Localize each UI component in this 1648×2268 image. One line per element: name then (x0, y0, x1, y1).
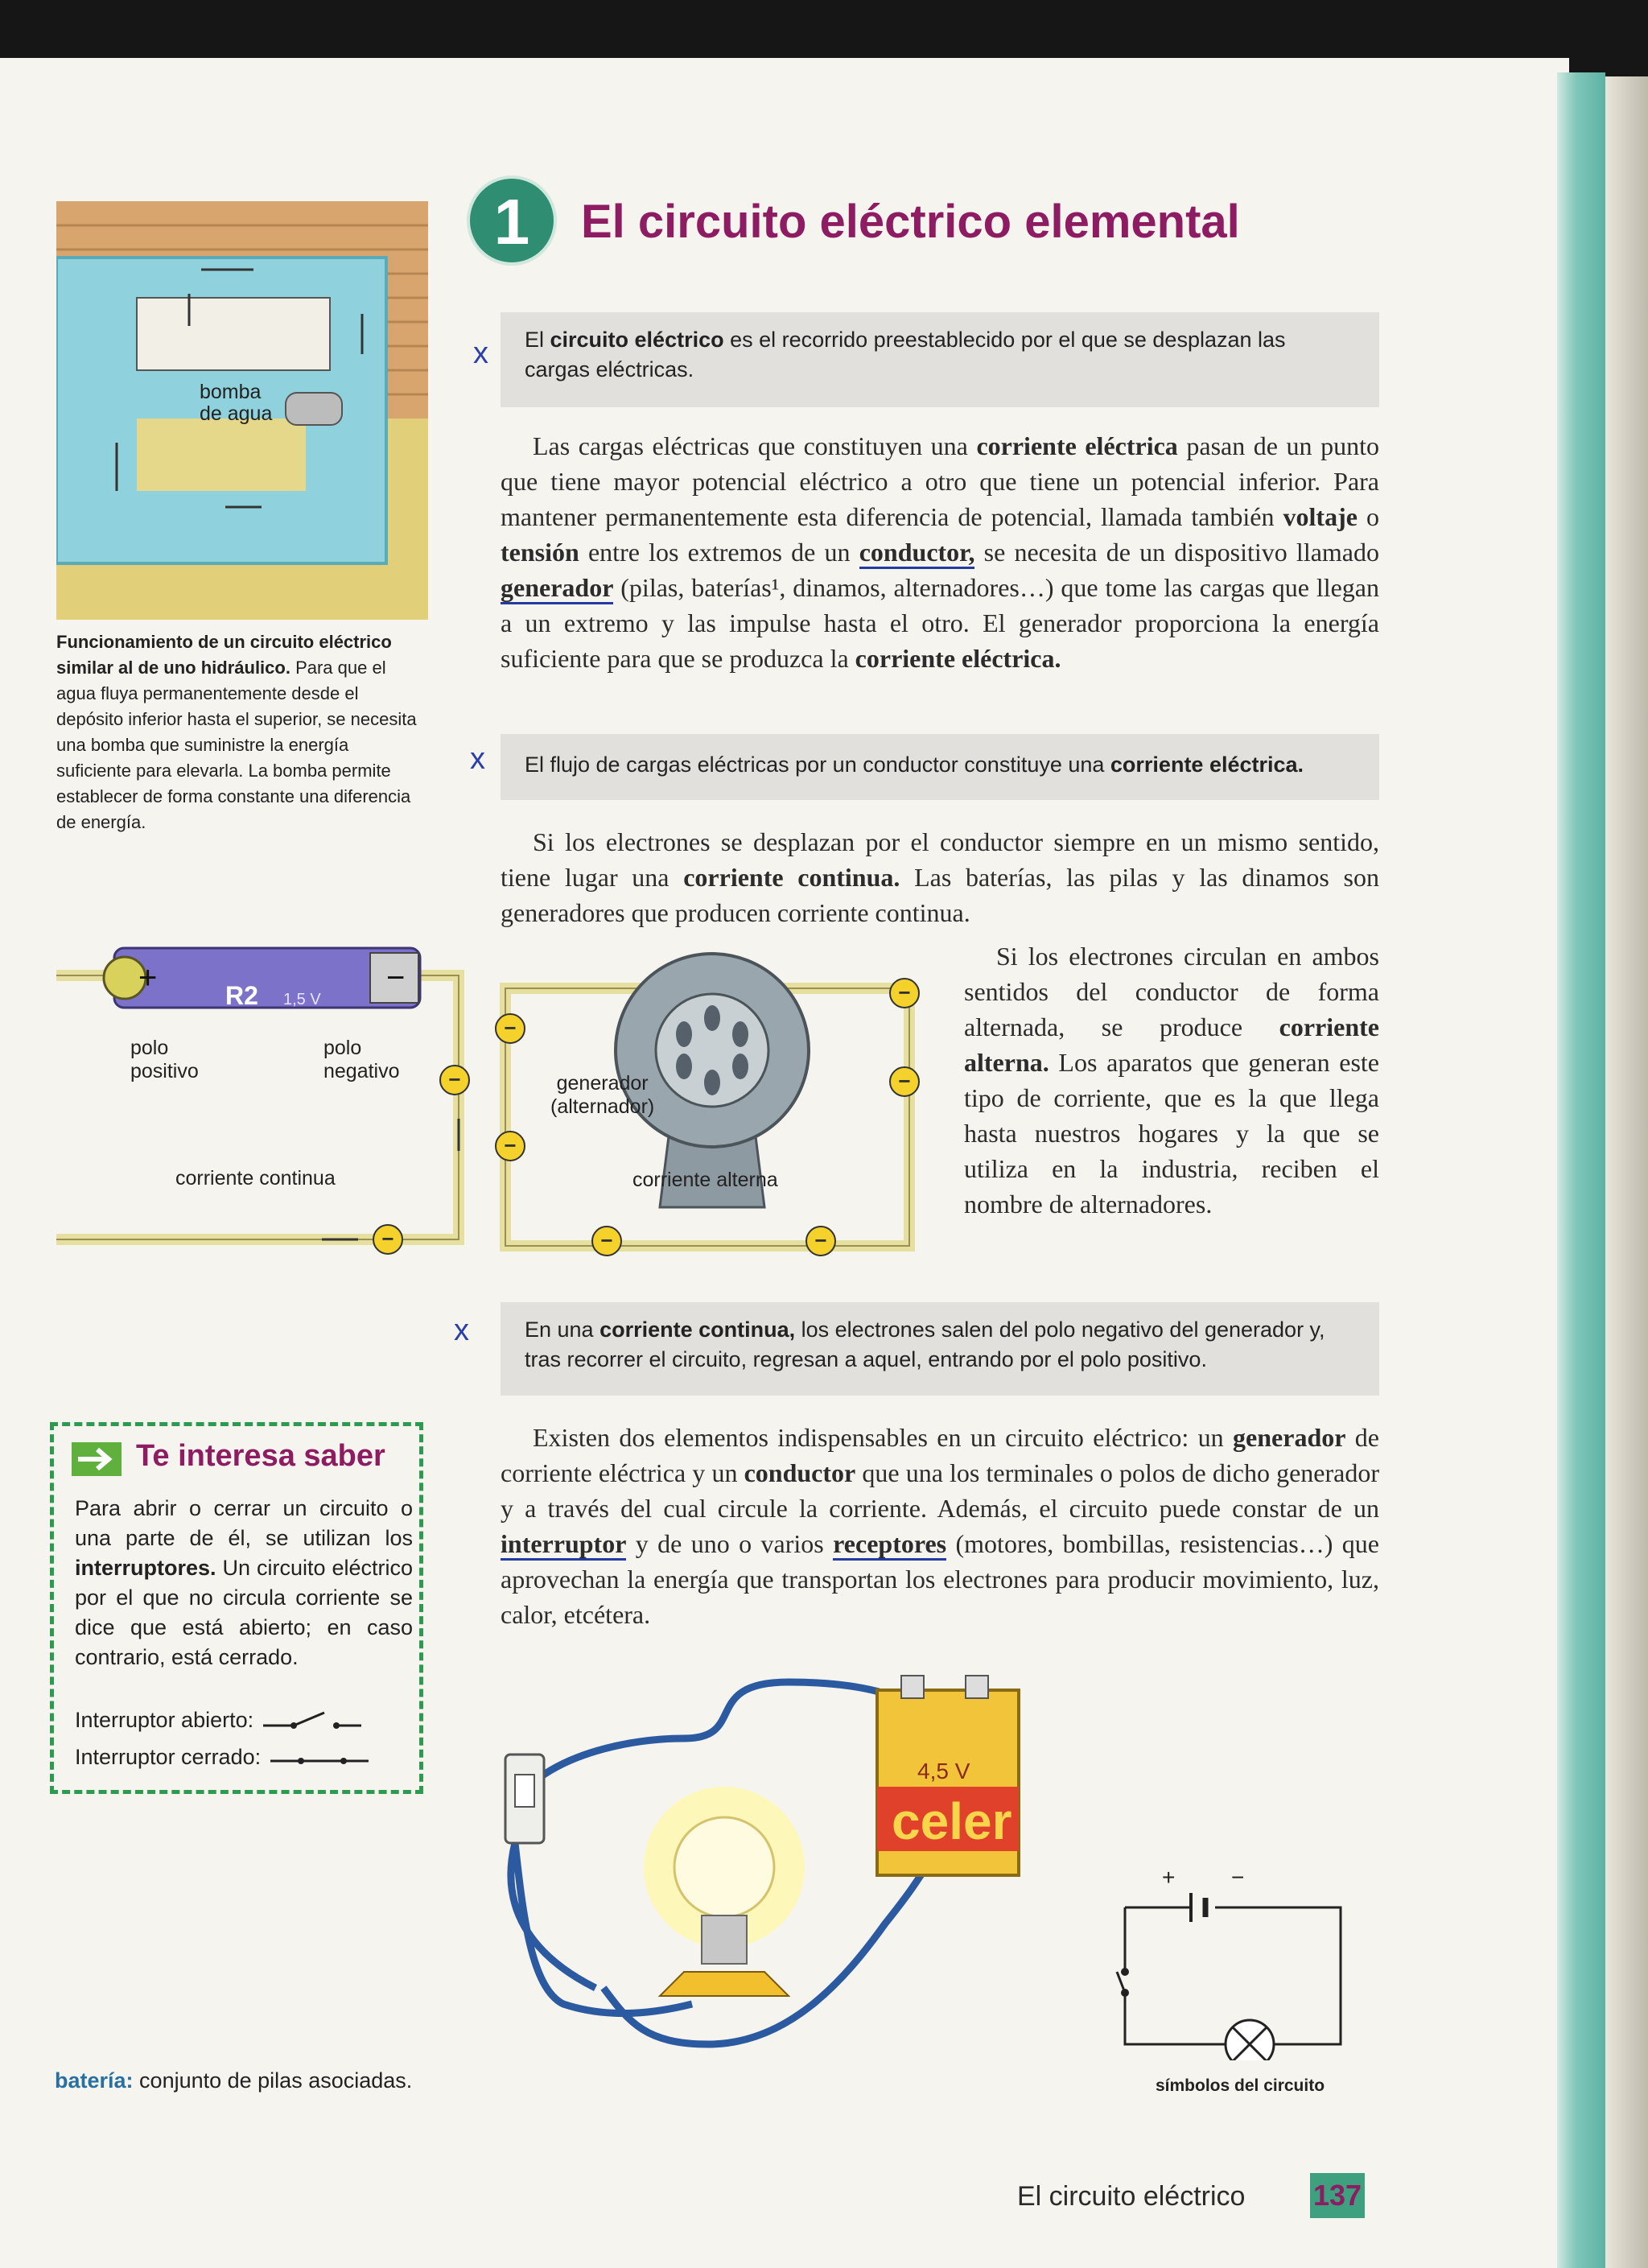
def-term: circuito eléctrico (550, 328, 724, 352)
interest-box-text: Para abrir o cerrar un circuito o una parte de él, se utilizan los interruptores. Un circuito eléctrico por el que no circula corriente se dice que está abierto; en caso contrario, está cerrado. (75, 1496, 413, 1669)
hydraulic-caption: Funcionamiento de un circuito eléctrico similar al de uno hidráulico. Para que el agua fluya permanentemente desde el depósito inferior hasta el superior, se necesita una bomba que suministre la energía suficiente para elevarla. La bomba permite establecer de forma constante una diferencia de energía. (56, 632, 417, 832)
pump-label: de agua (200, 402, 273, 425)
light-bulb-icon (674, 1817, 774, 1917)
electron-sign: − (504, 1016, 517, 1040)
interest-box (50, 1422, 423, 1794)
arrow-right-icon (72, 1442, 122, 1476)
battery-plus: + (138, 960, 158, 996)
open-switch-symbol-icon (260, 1709, 365, 1734)
page-number: 137 (1310, 2173, 1365, 2218)
handwritten-x-mark: x (454, 1313, 469, 1347)
electron-sign: − (600, 1228, 613, 1252)
closed-switch-row (75, 1745, 372, 1771)
handwritten-x-mark: x (473, 336, 488, 370)
ac-caption: corriente alterna (632, 1169, 778, 1191)
section-number: 1 (493, 186, 530, 258)
closed-switch-symbol-icon (267, 1746, 372, 1771)
symbol-minus: − (1231, 1865, 1245, 1890)
battery-brand: celer (892, 1792, 1012, 1850)
electron-sign: − (448, 1067, 461, 1091)
definition-box-dc-direction: En una corriente continua, los electrones salen del polo negativo del generador y, tras recorrer el circuito, regresan a aquel, entrando por el polo positivo. (501, 1302, 1379, 1396)
hydraulic-circuit-illustration (56, 201, 428, 620)
dc-circuit-diagram (40, 942, 475, 1264)
alternator-label: generador (alternador) (550, 1072, 655, 1118)
simple-circuit-illustration (499, 1666, 1159, 2109)
electron-sign: − (504, 1133, 517, 1157)
electron-sign: − (898, 980, 911, 1004)
paragraph-potential: Las cargas eléctricas que constituyen una corriente eléctrica pasan de un punto que tiene mayor potencial eléctrico a otro que tiene un potencial inferior. Para mantener permanentemente esta diferencia de potencial, llamada también voltaje o tensión entre los extremos de un conductor, se necesita de un dispositivo llamado generador (pilas, baterías¹, dinamos, alternadores…) que tome las cargas que llegan a un extremo y las impulse hasta el otro. El generador proporciona la energía suficiente para que se produzca la corriente eléctrica. (501, 431, 1380, 673)
section-number-badge (467, 175, 557, 266)
battery-brand: R2 (225, 981, 258, 1010)
dc-caption: corriente continua (175, 1167, 336, 1190)
electron-sign: − (381, 1227, 394, 1251)
next-pages-edge (1557, 72, 1605, 2268)
lamp-symbol-icon (1226, 2020, 1274, 2060)
battery-voltage: 4,5 V (917, 1759, 970, 1783)
symbol-plus: + (1162, 1865, 1176, 1890)
electron-sign: − (814, 1228, 827, 1252)
battery-minus: − (386, 960, 406, 996)
circuit-symbols-diagram (1110, 1851, 1368, 2060)
footer-section-title: El circuito eléctrico (1017, 2181, 1246, 2212)
positive-pole-label: polo positivo (130, 1037, 199, 1082)
page-title: El circuito eléctrico elemental (581, 196, 1240, 248)
open-switch-label: Interruptor abierto: (75, 1708, 254, 1732)
electron-sign: − (898, 1069, 911, 1093)
glossary-definition: conjunto de pilas asociadas. (133, 2068, 413, 2093)
circuit-symbols-caption: símbolos del circuito (1156, 2076, 1325, 2095)
paragraph-elements: Existen dos elementos indispensables en un circuito eléctrico: un generador de corriente eléctrica y un conductor que una los terminales o polos de dicho generador y a través del cual circule la corriente. Además, el circuito puede constar de un interruptor y de uno o varios receptores (motores, bombillas, resistencias…) que aprovechan la energía que transportan los electrones para producir movimiento, luz, calor, etcétera. (501, 1423, 1380, 1629)
closed-switch-label: Interruptor cerrado: (75, 1745, 262, 1769)
handwritten-x-mark: x (470, 742, 485, 776)
book-cover-edge (1605, 76, 1648, 2268)
def-text: El (525, 328, 550, 352)
paragraph-ac: Si los electrones circulan en ambos sentidos del conductor de forma alternada, se produce corriente alterna. Los aparatos que generan este tipo de corriente, que es la que llega hasta nuestros hogares y la que se utiliza en la industria, reciben el nombre de alternadores. (964, 942, 1379, 1219)
pump-label: bomba (200, 381, 262, 403)
glossary-term: batería: (55, 2068, 134, 2093)
negative-pole-label: polo negativo (323, 1037, 400, 1082)
def-text: es el recorrido preestablecido por el que se desplazan las cargas eléctricas. (525, 328, 1286, 381)
definition-box-current: El flujo de cargas eléctricas por un conductor constituye una corriente eléctrica. (501, 734, 1379, 800)
paragraph-dc: Si los electrones se desplazan por el conductor siempre en un mismo sentido, tiene lugar una corriente continua. Las baterías, las pilas y las dinamos son generadores que producen corriente continua. (501, 827, 1380, 927)
interest-box-title: Te interesa saber (136, 1439, 385, 1473)
definition-box-circuit (501, 312, 1379, 407)
open-switch-row (75, 1708, 365, 1734)
battery-voltage: 1,5 V (283, 991, 321, 1008)
glossary-note (55, 2068, 412, 2093)
pump-icon (286, 393, 342, 425)
